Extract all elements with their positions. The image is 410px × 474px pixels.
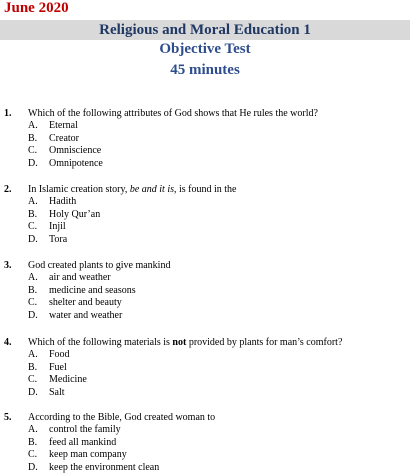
option-text: Creator [49, 133, 79, 146]
option-text: keep the environment clean [49, 462, 159, 474]
option-letter: B. [28, 437, 37, 450]
option-letter: B. [28, 133, 37, 146]
option-d [0, 462, 410, 474]
option-text: Omnipotence [49, 158, 103, 171]
option-text: water and weather [49, 310, 122, 323]
option-c [0, 449, 410, 462]
option-letter: D. [28, 462, 38, 474]
option-text: Salt [49, 387, 65, 400]
option-letter: C. [28, 145, 37, 158]
option-text: Medicine [49, 374, 87, 387]
question-number: 3. [4, 259, 12, 272]
question-1 [0, 107, 410, 170]
option-d [0, 387, 410, 400]
option-letter: D. [28, 234, 38, 247]
option-text: medicine and seasons [49, 285, 136, 298]
question-3 [0, 259, 410, 322]
option-text: Food [49, 349, 70, 362]
option-letter: C. [28, 297, 37, 310]
option-text: Eternal [49, 120, 78, 133]
question-number: 4. [4, 336, 12, 349]
option-text: air and weather [49, 272, 111, 285]
option-text: feed all mankind [49, 437, 116, 450]
option-letter: D. [28, 158, 38, 171]
option-c [0, 297, 410, 310]
question-number: 5. [4, 411, 12, 424]
question-text: In Islamic creation story, be and it is, is found in the [28, 183, 237, 196]
test-type: Objective Test [0, 41, 410, 58]
option-letter: A. [28, 424, 38, 437]
question-text: Which of the following materials is not provided by plants for man’s comfort? [28, 336, 342, 349]
question-5 [0, 411, 410, 474]
option-letter: D. [28, 310, 38, 323]
option-d [0, 310, 410, 323]
option-c [0, 221, 410, 234]
option-letter: D. [28, 387, 38, 400]
question-text: God created plants to give mankind [28, 259, 170, 272]
bold-word: not [172, 337, 186, 348]
option-text: Fuel [49, 362, 67, 375]
question-2 [0, 183, 410, 246]
option-d [0, 158, 410, 171]
option-text: Omniscience [49, 145, 101, 158]
option-b [0, 362, 410, 375]
option-d [0, 234, 410, 247]
exam-date: June 2020 [4, 0, 69, 17]
subject-title: Religious and Moral Education 1 [0, 20, 410, 40]
option-letter: B. [28, 209, 37, 222]
option-a [0, 349, 410, 362]
title-band [0, 20, 410, 40]
question-number: 2. [4, 183, 12, 196]
question-number: 1. [4, 107, 12, 120]
option-text: control the family [49, 424, 121, 437]
option-c [0, 374, 410, 387]
option-a [0, 272, 410, 285]
option-text: keep man company [49, 449, 127, 462]
option-letter: A. [28, 349, 38, 362]
option-b [0, 133, 410, 146]
option-c [0, 145, 410, 158]
option-letter: B. [28, 362, 37, 375]
option-letter: C. [28, 221, 37, 234]
option-letter: B. [28, 285, 37, 298]
question-4 [0, 336, 410, 399]
option-b [0, 285, 410, 298]
option-text: Tora [49, 234, 67, 247]
option-a [0, 120, 410, 133]
option-letter: C. [28, 374, 37, 387]
test-duration: 45 minutes [0, 62, 410, 79]
option-letter: A. [28, 196, 38, 209]
option-a [0, 424, 410, 437]
option-text: Hadith [49, 196, 76, 209]
option-text: Injil [49, 221, 66, 234]
option-letter: A. [28, 272, 38, 285]
option-text: shelter and beauty [49, 297, 122, 310]
option-a [0, 196, 410, 209]
italic-phrase: be and it is [130, 184, 174, 195]
option-letter: C. [28, 449, 37, 462]
question-text: According to the Bible, God created woman to [28, 411, 215, 424]
option-text: Holy Qur’an [49, 209, 100, 222]
option-letter: A. [28, 120, 38, 133]
question-text: Which of the following attributes of God shows that He rules the world? [28, 107, 318, 120]
option-b [0, 437, 410, 450]
option-b [0, 209, 410, 222]
